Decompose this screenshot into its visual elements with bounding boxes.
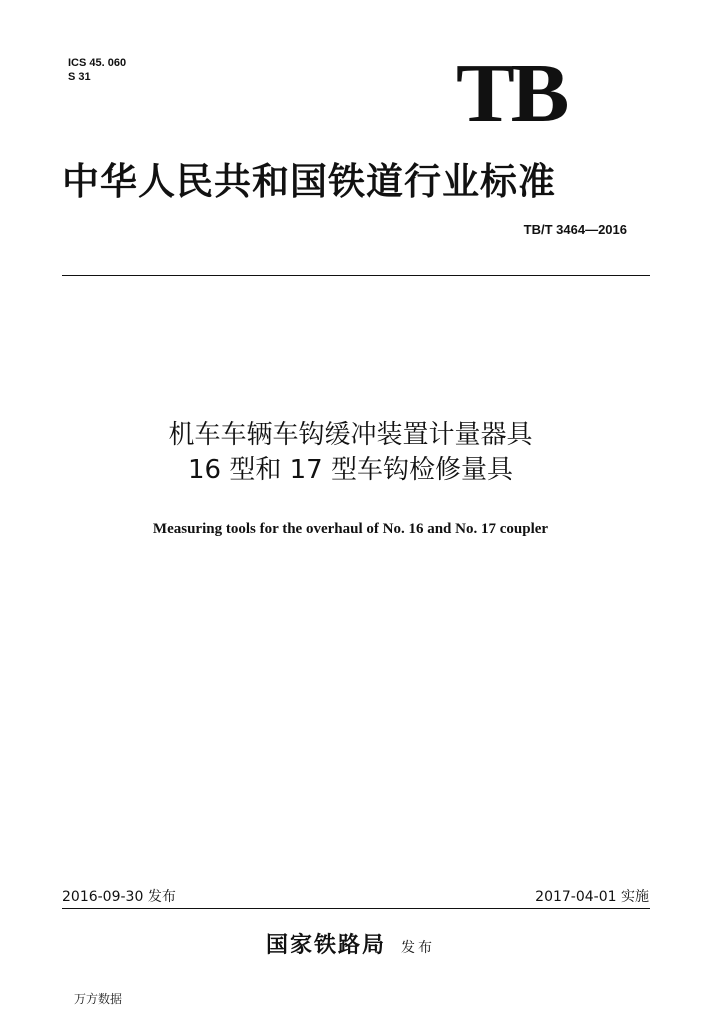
standard-number: TB/T 3464—2016	[523, 222, 627, 237]
ccs-code: S 31	[68, 71, 91, 83]
title-en: Measuring tools for the overhaul of No. 16 and No. 17 coupler	[152, 521, 549, 537]
publisher-line	[0, 928, 701, 959]
title-zh-line2: 16 型和 17 型车钩检修量具	[188, 455, 513, 485]
issue-label: 发布	[147, 889, 176, 905]
title-zh-line1: 机车车辆车钩缓冲装置计量器具	[168, 420, 533, 450]
effective-date: 2017-04-01	[535, 889, 617, 905]
issue-date-line	[62, 888, 176, 906]
header-divider	[62, 275, 650, 276]
watermark: 万方数据	[74, 992, 123, 1006]
publisher-name: 国家铁路局	[265, 932, 386, 958]
effective-label: 实施	[621, 889, 649, 905]
standard-organization: 中华人民共和国铁道行业标准	[62, 159, 556, 203]
standard-logo: TB	[456, 47, 566, 140]
issue-date: 2016-09-30	[62, 889, 144, 905]
effective-date-line	[535, 888, 649, 906]
ics-code: ICS 45. 060	[68, 57, 127, 69]
classification-codes	[68, 56, 126, 84]
footer-divider	[62, 908, 650, 909]
publisher-verb: 发布	[401, 940, 436, 956]
